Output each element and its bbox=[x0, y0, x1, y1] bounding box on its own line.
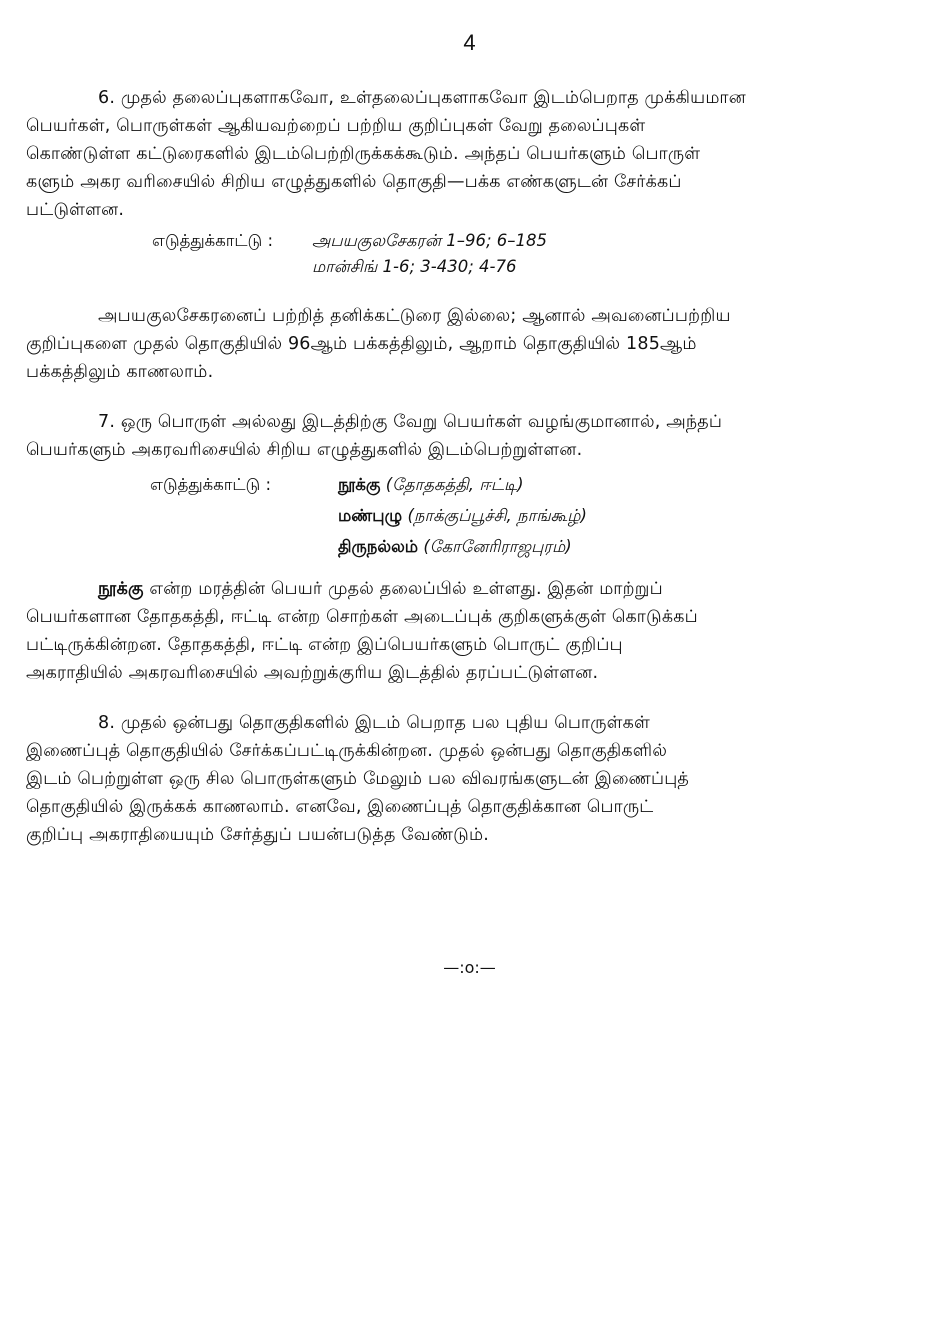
paragraph-line: தொகுதியில் இருக்கக் காணலாம். எனவே, இணைப்புத் தொகுதிக்கான பொருட் bbox=[26, 797, 654, 817]
paragraph-line: பட்டிருக்கின்றன. தோதகத்தி, ஈட்டி என்ற இப்பெயர்களும் பொருட் குறிப்பு bbox=[26, 635, 623, 655]
example-term: திருநல்லம் bbox=[338, 537, 419, 556]
paragraph-line: கொண்டுள்ள கட்டுரைகளில் இடம்பெற்றிருக்கக்கூடும். அந்தப் பெயர்களும் பொருள் bbox=[26, 144, 701, 164]
example-alternate-names: (நாக்குப்பூச்சி, நாங்கூழ்) bbox=[407, 506, 587, 525]
example-entry: மான்சிங் 1-6; 3-430; 4-76 bbox=[312, 257, 517, 276]
example-label: எடுத்துக்காட்டு : bbox=[152, 231, 274, 250]
paragraph-6 bbox=[26, 84, 916, 224]
example-term: மண்புழு bbox=[338, 506, 403, 525]
paragraph-line: 6. முதல் தலைப்புகளாகவோ, உள்தலைப்புகளாகவோ இடம்பெறாத முக்கியமான bbox=[98, 88, 746, 108]
paragraph-line: என்ற மரத்தின் பெயர் முதல் தலைப்பில் உள்ளது. இதன் மாற்றுப் bbox=[143, 579, 663, 599]
paragraph-6-explanation bbox=[26, 302, 916, 386]
highlighted-term: நூக்கு bbox=[98, 579, 144, 599]
paragraph-8 bbox=[26, 709, 916, 849]
paragraph-line: அபயகுலசேகரனைப் பற்றித் தனிக்கட்டுரை இல்லை; ஆனால் அவனைப்பற்றிய bbox=[98, 306, 731, 326]
end-ornament: —:o:— bbox=[443, 958, 496, 977]
paragraph-line: பக்கத்திலும் காணலாம். bbox=[26, 362, 214, 382]
example-block-1 bbox=[152, 228, 547, 280]
example-term: நூக்கு bbox=[338, 475, 381, 494]
example-alternate-names: (தோதகத்தி, ஈட்டி) bbox=[385, 475, 524, 494]
paragraph-7 bbox=[26, 408, 916, 464]
page-number: 4 bbox=[463, 30, 476, 55]
paragraph-line: பட்டுள்ளன. bbox=[26, 200, 125, 220]
example-label: எடுத்துக்காட்டு : bbox=[150, 475, 272, 494]
example-entry: அபயகுலசேகரன் 1–96; 6–185 bbox=[312, 231, 547, 250]
paragraph-line: களும் அகர வரிசையில் சிறிய எழுத்துகளில் தொகுதி—பக்க எண்களுடன் சேர்க்கப் bbox=[26, 172, 682, 192]
paragraph-line: பெயர்களான தோதகத்தி, ஈட்டி என்ற சொற்கள் அடைப்புக் குறிகளுக்குள் கொடுக்கப் bbox=[26, 607, 698, 627]
paragraph-line: இணைப்புத் தொகுதியில் சேர்க்கப்பட்டிருக்கின்றன. முதல் ஒன்பது தொகுதிகளில் bbox=[26, 741, 668, 761]
example-alternate-names: (கோனேரிராஜபுரம்) bbox=[423, 537, 572, 556]
paragraph-line: 8. முதல் ஒன்பது தொகுதிகளில் இடம் பெறாத பல புதிய பொருள்கள் bbox=[98, 713, 651, 733]
paragraph-line: அகராதியில் அகரவரிசையில் அவற்றுக்குரிய இடத்தில் தரப்பட்டுள்ளன. bbox=[26, 663, 599, 683]
paragraph-line: குறிப்புகளை முதல் தொகுதியில் 96ஆம் பக்கத்திலும், ஆறாம் தொகுதியில் 185ஆம் bbox=[26, 334, 697, 354]
paragraph-7-explanation bbox=[26, 575, 916, 687]
paragraph-line: பெயர்கள், பொருள்கள் ஆகியவற்றைப் பற்றிய குறிப்புகள் வேறு தலைப்புகள் bbox=[26, 116, 646, 136]
paragraph-line: குறிப்பு அகராதியையும் சேர்த்துப் பயன்படுத்த வேண்டும். bbox=[26, 825, 490, 845]
paragraph-line: பெயர்களும் அகரவரிசையில் சிறிய எழுத்துகளில் இடம்பெற்றுள்ளன. bbox=[26, 440, 583, 460]
paragraph-line: இடம் பெற்றுள்ள ஒரு சில பொருள்களும் மேலும் பல விவரங்களுடன் இணைப்புத் bbox=[26, 769, 690, 789]
paragraph-line: 7. ஒரு பொருள் அல்லது இடத்திற்கு வேறு பெயர்கள் வழங்குமானால், அந்தப் bbox=[98, 412, 723, 432]
example-block-2 bbox=[150, 472, 587, 565]
